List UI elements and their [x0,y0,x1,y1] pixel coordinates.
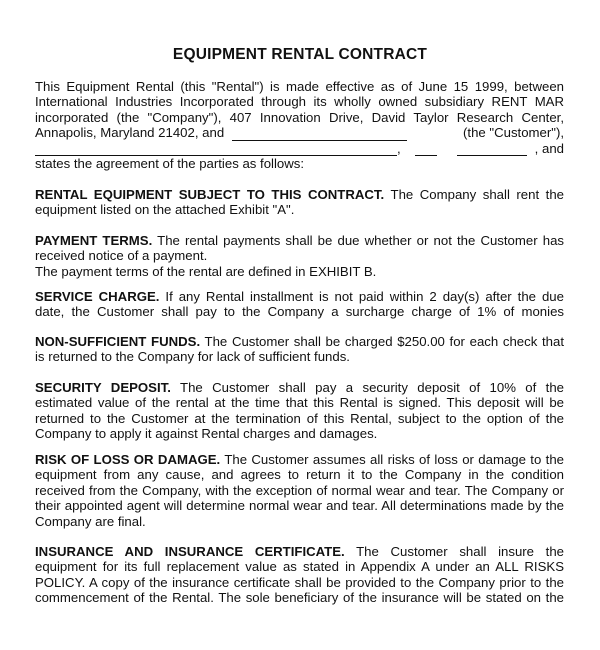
intro-line: incorporated (the "Company"), 407 Innovation Drive, David Taylor Research Center, [35,109,564,125]
section-heading: RENTAL EQUIPMENT SUBJECT TO THIS CONTRACT. [35,187,385,202]
intro-text: , [397,140,401,156]
section-line: equipment for its full replacement value as stated in Appendix A under an ALL RISKS [35,559,564,575]
section-line: commencement of the Rental. The sole beneficiary of the insurance will be stated on the [35,590,564,606]
section-line [35,334,564,349]
customer-name-blank [232,129,407,141]
section-line [35,380,564,395]
document-title: EQUIPMENT RENTAL CONTRACT [172,46,428,63]
section-heading: NON-SUFFICIENT FUNDS. [35,334,201,349]
section-heading: SERVICE CHARGE. [35,289,160,304]
intro-line [35,141,564,156]
section-line: is returned to the Company for lack of sufficient funds. [35,349,350,365]
section-line: received from the Company, with the exception of normal wear and tear. The Company or [35,482,564,498]
section-line [35,187,564,202]
intro-paragraph [35,79,564,171]
section-service-charge [35,289,564,320]
section-risk-of-loss [35,452,564,529]
section-heading: SECURITY DEPOSIT. [35,380,171,395]
section-line: equipment from any cause, and agrees to return it to the Company in the condition [35,467,564,483]
section-payment-terms [35,233,564,279]
section-text: The Customer shall be charged $250.00 for each check that [204,334,564,349]
section-line: The payment terms of the rental are defined in EXHIBIT B. [35,263,377,279]
section-text: The Customer shall insure the [356,544,564,559]
intro-line: states the agreement of the parties as follows: [35,155,305,171]
section-insurance [35,544,564,606]
section-heading: RISK OF LOSS OR DAMAGE. [35,452,221,467]
intro-text: (the "Customer"), [463,125,564,141]
customer-zip-blank [457,144,527,156]
intro-line [35,125,564,140]
section-security-deposit [35,380,564,442]
section-line: returned to the Customer at the termination of this Rental, subject to the option of the [35,410,564,426]
intro-text: , and [534,140,564,156]
section-line: estimated value of the rental at the time that this Rental is signed. This deposit will be [35,395,564,411]
section-line: date, the Customer shall pay to the Company a surcharge charge of 1% of monies [35,304,564,320]
section-line: received notice of a payment. [35,248,208,264]
section-line [35,544,564,559]
section-heading: PAYMENT TERMS. [35,233,153,248]
intro-line: International Industries Incorporated through its wholly owned subsidiary RENT MAR [35,94,564,110]
customer-address-blank [35,144,397,156]
section-text: The rental payments shall be due whether or not the Customer has [157,233,564,248]
section-text: The Customer shall pay a security deposit of 10% of the [180,380,564,395]
section-line: Company to apply it against Rental charges and damages. [35,426,378,442]
section-text: The Customer assumes all risks of loss or damage to the [224,452,564,467]
section-text: The Company shall rent the [390,187,564,202]
intro-text: Annapolis, Maryland 21402, and [35,125,225,141]
section-line: equipment listed on the attached Exhibit "A". [35,202,295,218]
section-line [35,233,564,248]
section-line: Company are final. [35,513,146,529]
section-line: POLICY. A copy of the insurance certificate shall be provided to the Company prior to the [35,574,564,590]
section-line [35,289,564,304]
section-rental-equipment [35,187,564,218]
section-non-sufficient-funds [35,334,564,365]
intro-line: This Equipment Rental (this "Rental") is made effective as of June 15 1999, between [35,79,564,94]
customer-state-blank [415,144,437,156]
section-line: their appointed agent will determine normal wear and tear. All determinations made by the [35,498,564,514]
section-line [35,452,564,467]
section-text: If any Rental installment is not paid within 2 day(s) after the due [165,289,564,304]
section-heading: INSURANCE AND INSURANCE CERTIFICATE. [35,544,345,559]
